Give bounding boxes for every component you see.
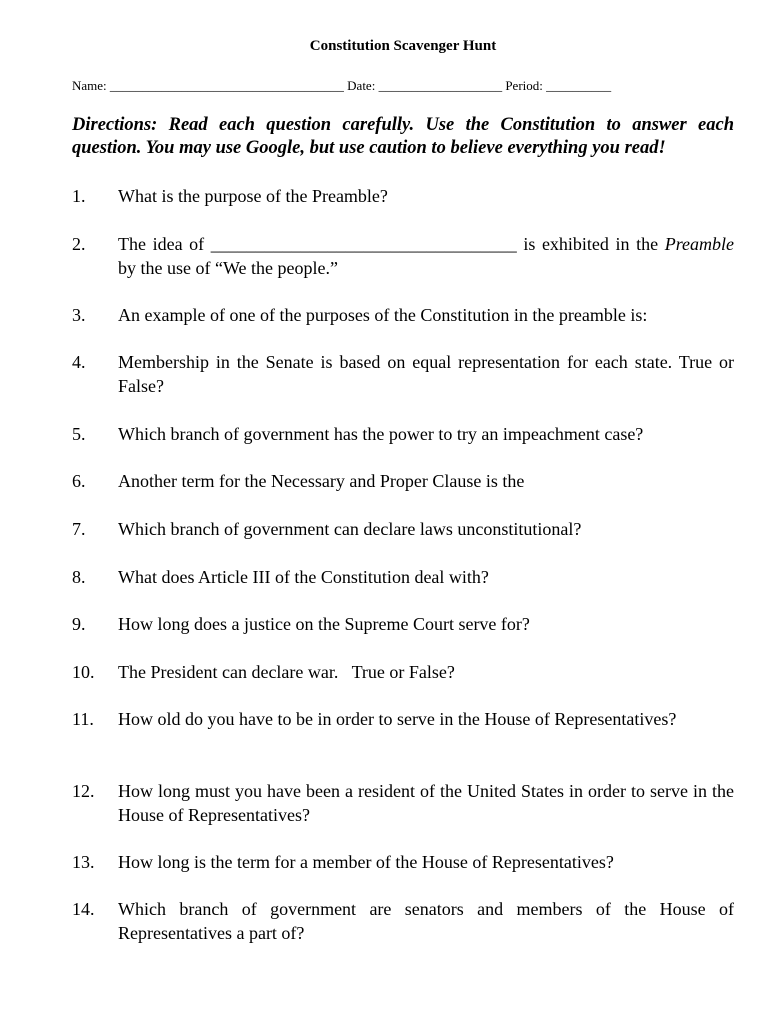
question-text: How old do you have to be in order to serve in the House of Representatives?: [118, 709, 677, 729]
question-item: [72, 517, 734, 541]
directions-text: Directions: Read each question carefully. Use the Constitution to answer each question. You may use Google, but use caution to believe everything you read!: [72, 115, 734, 158]
question-text: Membership in the Senate is based on equal representation for each state. True or False?: [118, 352, 734, 396]
question-number: 2.: [72, 234, 86, 254]
question-text: An example of one of the purposes of the Constitution in the preamble is:: [118, 305, 648, 325]
question-text: How long must you have been a resident of the United States in order to serve in the House of Representatives?: [118, 781, 734, 825]
period-blank: __________: [546, 78, 612, 93]
page-title: Constitution Scavenger Hunt: [309, 38, 497, 54]
question-item: [72, 469, 734, 493]
date-blank: ___________________: [378, 78, 503, 93]
question-item: [72, 707, 734, 731]
question-text: What does Article III of the Constitution deal with?: [118, 567, 489, 587]
question-item: [72, 660, 734, 684]
question-text-start: The idea of: [118, 234, 205, 254]
question-text: Which branch of government has the power to try an impeachment case?: [118, 424, 644, 444]
question-text: [118, 232, 734, 280]
student-info-line: [72, 78, 736, 94]
question-item: [72, 184, 734, 208]
question-number: 14.: [72, 899, 95, 919]
question-item: [72, 779, 734, 827]
name-label: Name:: [72, 78, 107, 93]
question-number: 9.: [72, 614, 86, 634]
question-text: How long is the term for a member of the House of Representatives?: [118, 852, 614, 872]
question-text: Which branch of government can declare laws unconstitutional?: [118, 519, 582, 539]
period-label: Period:: [505, 78, 543, 93]
preamble-italic-word: Preamble: [664, 234, 735, 254]
question-number: 7.: [72, 519, 86, 539]
question-number: 11.: [72, 709, 94, 729]
question-number: 12.: [72, 781, 95, 801]
question-number: 4.: [72, 352, 86, 372]
question-number: 6.: [72, 471, 86, 491]
question-item: [72, 612, 734, 636]
question-number: 3.: [72, 305, 86, 325]
question-text: Another term for the Necessary and Proper Clause is the: [118, 471, 525, 491]
question-text: How long does a justice on the Supreme Court serve for?: [118, 614, 530, 634]
question-number: 13.: [72, 852, 95, 872]
question-item: [72, 232, 734, 280]
question-number: 8.: [72, 567, 86, 587]
date-label: Date:: [347, 78, 376, 93]
question-item: [72, 850, 734, 874]
question-text: Which branch of government are senators and members of the House of Representatives a part of?: [118, 899, 734, 943]
question-item: [72, 422, 734, 446]
question-item: [72, 350, 734, 398]
question-text-middle: is exhibited in the: [523, 234, 659, 254]
answer-blank: __________________________________: [210, 234, 517, 254]
question-item: [72, 303, 734, 327]
question-number: 5.: [72, 424, 86, 444]
question-text: What is the purpose of the Preamble?: [118, 186, 388, 206]
question-number: 1.: [72, 186, 86, 206]
question-text-end: by the use of “We the people.”: [118, 258, 338, 278]
question-item: [72, 565, 734, 589]
question-item: [72, 897, 734, 945]
question-text: The President can declare war. True or False?: [118, 662, 455, 682]
question-number: 10.: [72, 662, 95, 682]
name-blank: ____________________________________: [109, 78, 344, 93]
